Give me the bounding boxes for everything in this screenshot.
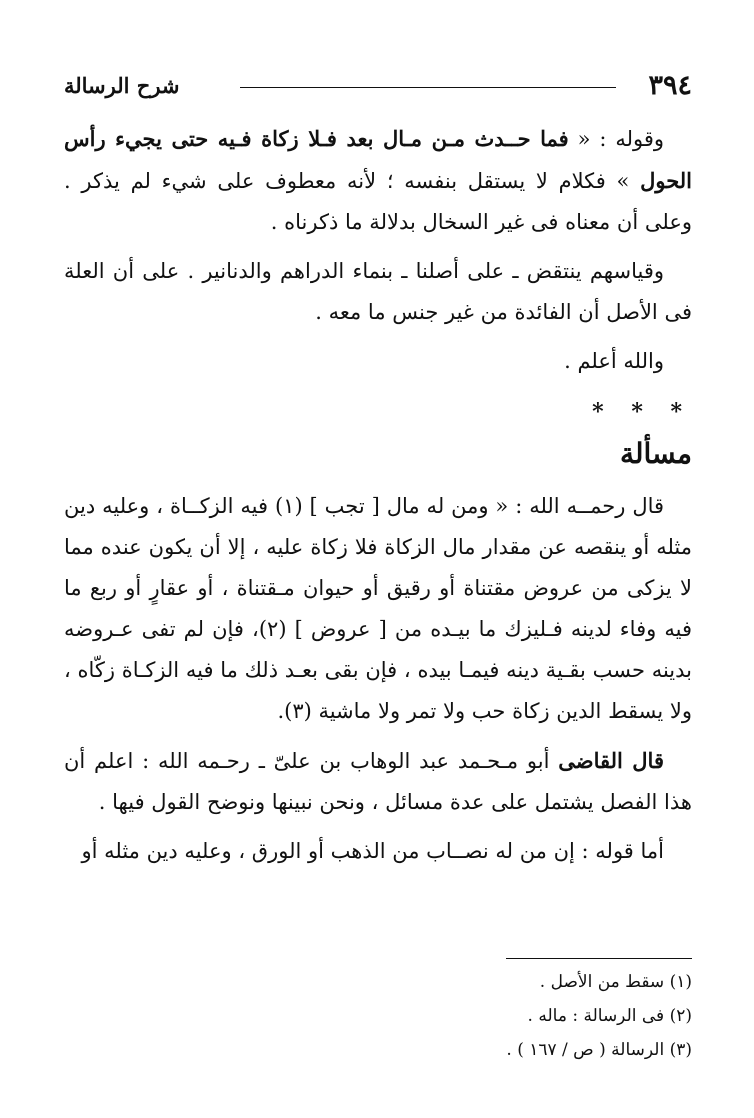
footnote-1: (١) سقط من الأصل . (539, 972, 692, 992)
page-header (64, 66, 692, 106)
paragraph-3: والله أعلم . (564, 349, 664, 373)
footnote-3: (٣) الرسالة ( ص / ١٦٧ ) . (506, 1040, 692, 1060)
matn-paragraph: قال رحمــه الله : « ومن له مال [ تجب ] (١) فيه الزكــاة ، وعليه دين مثله أو ينقصه عن مقدار مال الزكاة فلا زكاة عليه ، إلا أن يكون عنده مما لا يزكى من عروض مقتناة أو رقيق أو حيوان مـقتناة ، أو عقارٍ أو ربع ما فيه وفاء لدينه فـليزك ما بيـده من [ عروض ] (٢)، فإن لم تفى عـروضه بدينه حسب بقـية دينه فيمـا بيده ، فإن بقى بعـد ذلك ما فيه الزكـاة زكّاه ، ولا يسقط الدين زكاة حب ولا تمر ولا ماشية (٣). (64, 494, 693, 723)
paragraph-2: وقياسهم ينتقض ـ على أصلنا ـ بنماء الدراهم والدنانير . على أن العلة فى الأصل أن الفائدة من غير جنس ما معه . (64, 259, 692, 324)
section-title: مسألة (619, 437, 692, 470)
footnote-2: (٢) فى الرسالة : ماله . (527, 1006, 692, 1026)
sharh-rest: أبو مـحـمد عبد الوهاب بن علىّ ـ رحـمه الله : اعلم أن هذا الفصل يشتمل على عدة مسائل ، ونحن نبينها ونوضح القول فيها . (64, 749, 692, 814)
quoted-text-bold: فما حــدث مـن مـال بعد فـلا زكاة فـيه حتى يجيء رأس الحول (64, 126, 692, 193)
sharh-lead-bold: قال القاضى (558, 748, 664, 773)
paragraph-1 (64, 118, 692, 243)
section-separator: * * * (592, 399, 692, 425)
running-title: شرح الرسالة (64, 73, 180, 98)
main-text (64, 118, 692, 880)
page-number: ٣٩٤ (648, 70, 692, 101)
paragraph-1-rest: » فكلام لا يستقل بنفسه ؛ لأنه معطوف على شيء لم يذكر . وعلى أن معناه فى غير السخال بدلالة ما ذكرناه . (64, 169, 692, 234)
header-rule (240, 87, 616, 88)
sharh-paragraph (64, 740, 692, 823)
paragraph-1-intro: وقوله : « (568, 127, 665, 151)
last-paragraph: أما قوله : إن من له نصــاب من الذهب أو الورق ، وعليه دين مثله أو (81, 839, 664, 863)
footnotes (64, 958, 692, 1067)
footnote-rule (506, 958, 692, 959)
